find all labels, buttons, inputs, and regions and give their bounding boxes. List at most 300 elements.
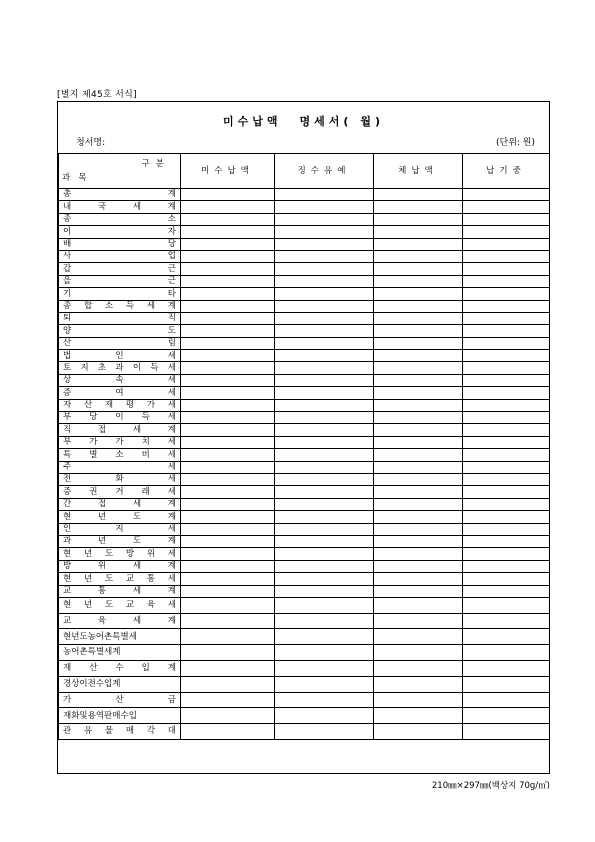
amount-cell[interactable] [374,337,463,349]
row-label-text: 부 가 가 치 세 [63,437,176,448]
amount-cell[interactable] [463,337,550,349]
corner-subject: 과목 [62,172,95,183]
row-label [59,213,181,225]
amount-cell[interactable] [275,189,374,201]
row-label [59,535,181,547]
amount-cell[interactable] [275,597,374,613]
row-label [59,661,181,677]
row-label-text: 산 림 [63,338,176,349]
amount-cell[interactable] [181,585,275,597]
amount-cell[interactable] [275,449,374,461]
amount-cell[interactable] [275,337,374,349]
amount-cell[interactable] [275,511,374,523]
amount-cell[interactable] [463,201,550,213]
amount-cell[interactable] [275,523,374,535]
row-label-text: 현 년 도 교 통 세 [63,573,176,584]
row-label-text: 을 근 [63,276,176,287]
amount-cell[interactable] [181,238,275,250]
row-label-text: 퇴 직 [63,313,176,324]
row-label [59,226,181,238]
amount-cell[interactable] [374,436,463,448]
amount-cell[interactable] [181,535,275,547]
row-label-text: 부 당 이 득 세 [63,412,176,423]
amount-cell[interactable] [275,201,374,213]
amount-cell[interactable] [463,473,550,485]
row-label-text: 간 접 세 계 [63,499,176,510]
amount-cell[interactable] [463,350,550,362]
amount-cell[interactable] [181,498,275,510]
amount-cell[interactable] [275,548,374,560]
amount-cell[interactable] [275,473,374,485]
amount-cell[interactable] [275,708,374,724]
row-label-text: 이 자 [63,226,176,237]
row-label-text: 현 년 도 계 [63,511,176,522]
table-row [59,238,550,250]
title-main: 미수납액 [222,115,282,128]
amount-cell[interactable] [463,325,550,337]
amount-cell[interactable] [374,573,463,585]
amount-cell[interactable] [374,250,463,262]
ledger-table [58,153,550,740]
amount-cell[interactable] [463,288,550,300]
amount-cell[interactable] [275,312,374,324]
amount-cell[interactable] [181,387,275,399]
row-label [59,275,181,287]
table-row [59,300,550,312]
amount-cell[interactable] [181,213,275,225]
table-row [59,498,550,510]
amount-cell[interactable] [275,436,374,448]
amount-cell[interactable] [374,585,463,597]
amount-cell[interactable] [463,238,550,250]
amount-cell[interactable] [275,238,374,250]
row-label [59,473,181,485]
amount-cell[interactable] [181,597,275,613]
amount-cell[interactable] [374,189,463,201]
row-label [59,238,181,250]
amount-cell[interactable] [374,263,463,275]
table-row [59,288,550,300]
table-row [59,213,550,225]
amount-cell[interactable] [181,461,275,473]
amount-cell[interactable] [374,498,463,510]
row-label-text: 재화및용역판매수입 [63,710,137,721]
row-label-text: 기 타 [63,288,176,299]
table-row [59,473,550,485]
amount-cell[interactable] [275,213,374,225]
amount-cell[interactable] [181,263,275,275]
row-label-text: 관 유 물 매 각 대 [63,726,176,737]
row-label [59,399,181,411]
corner-category: 구분 [141,159,170,169]
amount-cell[interactable] [374,201,463,213]
amount-cell[interactable] [463,226,550,238]
row-label [59,424,181,436]
row-label [59,189,181,201]
amount-cell[interactable] [275,486,374,498]
amount-cell[interactable] [181,312,275,324]
amount-cell[interactable] [181,724,275,740]
row-label [59,511,181,523]
amount-cell[interactable] [275,560,374,572]
row-label-text: 교 육 세 계 [63,615,176,626]
amount-cell[interactable] [181,337,275,349]
amount-cell[interactable] [275,374,374,386]
amount-cell[interactable] [181,436,275,448]
amount-cell[interactable] [463,263,550,275]
row-label-text: 재 산 수 입 계 [63,663,176,674]
amount-cell[interactable] [275,362,374,374]
table-row [59,399,550,411]
amount-cell[interactable] [463,661,550,677]
amount-cell[interactable] [374,461,463,473]
amount-cell[interactable] [181,511,275,523]
amount-cell[interactable] [275,300,374,312]
row-label-text: 양 도 [63,325,176,336]
row-label-text: 전 화 세 [63,474,176,485]
amount-cell[interactable] [463,645,550,661]
amount-cell[interactable] [463,573,550,585]
row-label [59,201,181,213]
amount-cell[interactable] [463,560,550,572]
amount-cell[interactable] [463,511,550,523]
row-label [59,676,181,692]
row-label [59,548,181,560]
amount-cell[interactable] [463,449,550,461]
table-row [59,724,550,740]
amount-cell[interactable] [374,449,463,461]
amount-cell[interactable] [181,523,275,535]
row-label-text: 토 지 초 과 이 득 세 [63,362,176,373]
table-row [59,535,550,547]
amount-cell[interactable] [374,486,463,498]
amount-cell[interactable] [181,548,275,560]
table-row [59,692,550,708]
amount-cell[interactable] [463,374,550,386]
row-label-text: 과 년 도 계 [63,536,176,547]
row-label [59,708,181,724]
amount-cell[interactable] [181,300,275,312]
table-row [59,573,550,585]
amount-cell[interactable] [374,374,463,386]
header-corner [59,154,181,189]
amount-cell[interactable] [275,461,374,473]
amount-cell[interactable] [374,387,463,399]
amount-cell[interactable] [374,226,463,238]
amount-cell[interactable] [275,412,374,424]
amount-cell[interactable] [374,548,463,560]
row-label-text: 현 년 도 교 육 세 [63,600,176,611]
amount-cell[interactable] [181,692,275,708]
amount-cell[interactable] [275,692,374,708]
table-row [59,263,550,275]
title-month: 월) [360,115,385,128]
table-row [59,629,550,645]
table-row [59,250,550,262]
amount-cell[interactable] [463,387,550,399]
amount-cell[interactable] [463,585,550,597]
row-label [59,350,181,362]
amount-cell[interactable] [181,486,275,498]
row-label [59,645,181,661]
table-row [59,645,550,661]
amount-cell[interactable] [181,350,275,362]
amount-cell[interactable] [463,312,550,324]
amount-cell[interactable] [463,676,550,692]
amount-cell[interactable] [181,250,275,262]
amount-cell[interactable] [181,374,275,386]
amount-cell[interactable] [374,708,463,724]
amount-cell[interactable] [463,300,550,312]
row-label-text: 갑 근 [63,263,176,274]
amount-cell[interactable] [275,613,374,629]
table-row [59,275,550,287]
amount-cell[interactable] [275,661,374,677]
row-label [59,498,181,510]
table-row [59,449,550,461]
amount-cell[interactable] [463,613,550,629]
amount-cell[interactable] [374,523,463,535]
amount-cell[interactable] [181,449,275,461]
form-id: [별지 제45호 서식] [57,90,137,100]
amount-cell[interactable] [463,629,550,645]
row-label [59,573,181,585]
amount-cell[interactable] [374,300,463,312]
table-row [59,337,550,349]
row-label [59,300,181,312]
row-label [59,523,181,535]
row-label-text: 가 산 금 [63,694,176,705]
amount-cell[interactable] [374,597,463,613]
row-label [59,486,181,498]
amount-cell[interactable] [463,424,550,436]
amount-cell[interactable] [181,613,275,629]
paper-spec: 210㎜×297㎜(백상지 70g/㎡) [431,781,550,791]
amount-cell[interactable] [181,288,275,300]
amount-cell[interactable] [463,548,550,560]
row-label-text: 경상이전수입계 [63,679,121,690]
amount-cell[interactable] [181,189,275,201]
row-label [59,362,181,374]
amount-cell[interactable] [181,275,275,287]
col-header-arrears: 체납액 [374,154,463,189]
row-label [59,387,181,399]
amount-cell[interactable] [463,461,550,473]
amount-cell[interactable] [181,424,275,436]
col-header-deferred: 징수유예 [275,154,374,189]
amount-cell[interactable] [181,645,275,661]
amount-cell[interactable] [463,412,550,424]
amount-cell[interactable] [374,325,463,337]
form-frame [57,101,550,774]
table-row [59,461,550,473]
amount-cell[interactable] [463,250,550,262]
row-label-text: 직 접 세 계 [63,424,176,435]
row-label [59,288,181,300]
row-label-text: 사 업 [63,251,176,262]
row-label-text: 배 당 [63,239,176,249]
row-label [59,449,181,461]
row-label [59,585,181,597]
row-label [59,692,181,708]
amount-cell[interactable] [181,573,275,585]
amount-cell[interactable] [181,708,275,724]
amount-cell[interactable] [275,325,374,337]
amount-cell[interactable] [374,238,463,250]
amount-cell[interactable] [463,708,550,724]
row-label [59,263,181,275]
amount-cell[interactable] [275,288,374,300]
row-label-text: 농어촌특별세계 [63,647,121,658]
title-sub: 명세서( [299,115,353,128]
header-row [59,154,550,189]
amount-cell[interactable] [463,189,550,201]
amount-cell[interactable] [181,325,275,337]
amount-cell[interactable] [181,412,275,424]
amount-cell[interactable] [275,275,374,287]
table-row [59,597,550,613]
amount-cell[interactable] [374,645,463,661]
table-row [59,350,550,362]
table-row [59,424,550,436]
row-label-text: 증 여 세 [63,387,176,398]
amount-cell[interactable] [374,511,463,523]
amount-cell[interactable] [463,535,550,547]
row-label [59,436,181,448]
amount-cell[interactable] [374,560,463,572]
amount-cell[interactable] [275,629,374,645]
amount-cell[interactable] [463,436,550,448]
row-label-text: 방 위 세 계 [63,561,176,572]
table-row [59,312,550,324]
amount-cell[interactable] [275,498,374,510]
row-label [59,250,181,262]
table-row [59,661,550,677]
amount-cell[interactable] [275,585,374,597]
col-header-due: 납기중 [463,154,550,189]
amount-cell[interactable] [374,288,463,300]
unit-label: (단위: 원) [496,138,535,148]
amount-cell[interactable] [275,424,374,436]
table-row [59,548,550,560]
row-label-text: 현년도농어촌특별세 [63,631,137,642]
amount-cell[interactable] [463,692,550,708]
amount-cell[interactable] [374,275,463,287]
amount-cell[interactable] [463,362,550,374]
amount-cell[interactable] [181,676,275,692]
amount-cell[interactable] [181,362,275,374]
amount-cell[interactable] [275,350,374,362]
amount-cell[interactable] [275,645,374,661]
row-label-text: 증 권 거 래 세 [63,486,176,497]
amount-cell[interactable] [463,399,550,411]
amount-cell[interactable] [463,213,550,225]
amount-cell[interactable] [374,676,463,692]
amount-cell[interactable] [463,523,550,535]
table-row [59,412,550,424]
row-label-text: 종 합 소 득 세 계 [63,300,176,311]
row-label-text: 상 속 세 [63,375,176,386]
amount-cell[interactable] [374,613,463,629]
row-label [59,724,181,740]
amount-cell[interactable] [374,629,463,645]
row-label-text: 인 지 세 [63,523,176,534]
amount-cell[interactable] [374,692,463,708]
table-row [59,226,550,238]
amount-cell[interactable] [374,473,463,485]
row-label-text: 총 계 [63,189,176,200]
amount-cell[interactable] [374,399,463,411]
amount-cell[interactable] [275,226,374,238]
amount-cell[interactable] [374,535,463,547]
amount-cell[interactable] [181,661,275,677]
row-label [59,613,181,629]
row-label-text: 법 인 세 [63,350,176,361]
amount-cell[interactable] [463,597,550,613]
table-row [59,362,550,374]
row-label-text: 내 국 세 계 [63,201,176,212]
amount-cell[interactable] [181,226,275,238]
table-row [59,560,550,572]
amount-cell[interactable] [181,629,275,645]
amount-cell[interactable] [275,387,374,399]
row-label-text: 주 세 [63,462,176,473]
table-row [59,511,550,523]
table-row [59,676,550,692]
amount-cell[interactable] [463,724,550,740]
amount-cell[interactable] [374,724,463,740]
amount-cell[interactable] [374,312,463,324]
amount-cell[interactable] [374,424,463,436]
amount-cell[interactable] [374,362,463,374]
row-label [59,374,181,386]
amount-cell[interactable] [181,560,275,572]
amount-cell[interactable] [275,263,374,275]
amount-cell[interactable] [181,201,275,213]
table-row [59,189,550,201]
row-label-text: 교 통 세 계 [63,585,176,596]
table-row [59,436,550,448]
table-row [59,613,550,629]
amount-cell[interactable] [463,486,550,498]
amount-cell[interactable] [374,350,463,362]
row-label [59,597,181,613]
amount-cell[interactable] [275,399,374,411]
table-row [59,523,550,535]
row-label [59,412,181,424]
amount-cell[interactable] [275,250,374,262]
row-label [59,325,181,337]
table-row [59,325,550,337]
amount-cell[interactable] [374,661,463,677]
table-row [59,387,550,399]
amount-cell[interactable] [275,724,374,740]
amount-cell[interactable] [275,535,374,547]
amount-cell[interactable] [275,676,374,692]
table-row [59,708,550,724]
amount-cell[interactable] [181,473,275,485]
amount-cell[interactable] [374,412,463,424]
amount-cell[interactable] [181,399,275,411]
form-title [58,113,549,129]
amount-cell[interactable] [463,498,550,510]
amount-cell[interactable] [374,213,463,225]
row-label [59,461,181,473]
table-row [59,585,550,597]
claimant-label: 청서명: [76,138,106,148]
amount-cell[interactable] [463,275,550,287]
amount-cell[interactable] [275,573,374,585]
